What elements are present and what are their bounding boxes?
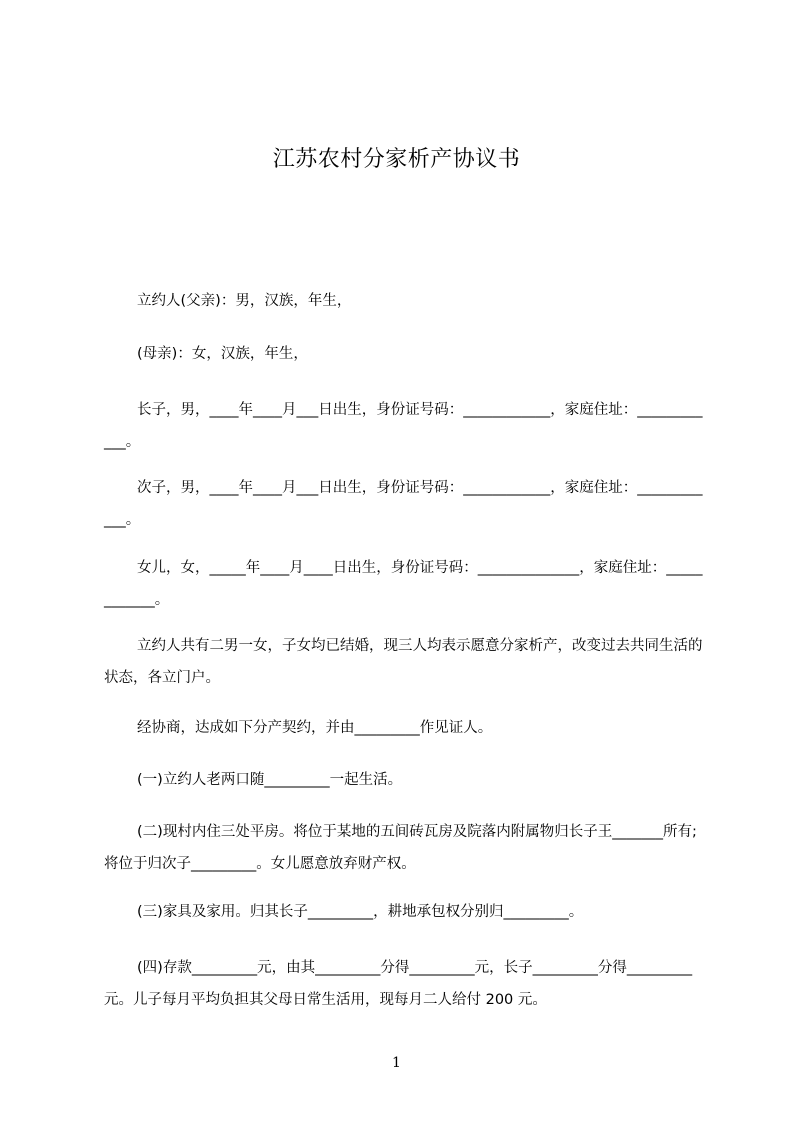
paragraph-eldest-son: 长子，男，____年____月___日出生，身份证号码：____________，家庭住址：____________。 — [104, 402, 703, 450]
paragraph-daughter: 女儿，女，_____年____月____日出生，身份证号码：______________，家庭住址：____________。 — [104, 560, 703, 608]
document-title: 江苏农村分家析产协议书 — [272, 147, 521, 172]
clause-3: (三)家具及家用。归其长子_________，耕地承包权分别归_________。 — [137, 904, 584, 920]
paragraph-mother: (母亲)：女，汉族，年生， — [137, 346, 308, 362]
paragraph-second-son: 次子，男，____年____月___日出生，身份证号码：____________，家庭住址：____________。 — [104, 480, 703, 528]
paragraph-intro: 立约人共有二男一女，子女均已结婚，现三人均表示愿意分家析产，改变过去共同生活的状态，各立门户。 — [104, 638, 703, 686]
clause-4: (四)存款_________元，由其_________分得_________元，长子_________分得_________元。儿子每月平均负担其父母日常生活用，现每月二人给付 200 元。 — [104, 960, 693, 1008]
page-number: 1 — [392, 1055, 401, 1071]
clause-1: (一)立约人老两口随_________一起生活。 — [137, 772, 403, 788]
paragraph-agreement: 经协商，达成如下分产契约，并由_________作见证人。 — [137, 720, 493, 736]
clause-2: (二)现村内住三处平房。将位于某地的五间砖瓦房及院落内附属物归长子王_______所有;将位于归次子_________。女儿愿意放弃财产权。 — [104, 824, 697, 872]
paragraph-father: 立约人(父亲)：男，汉族，年生， — [137, 293, 352, 309]
